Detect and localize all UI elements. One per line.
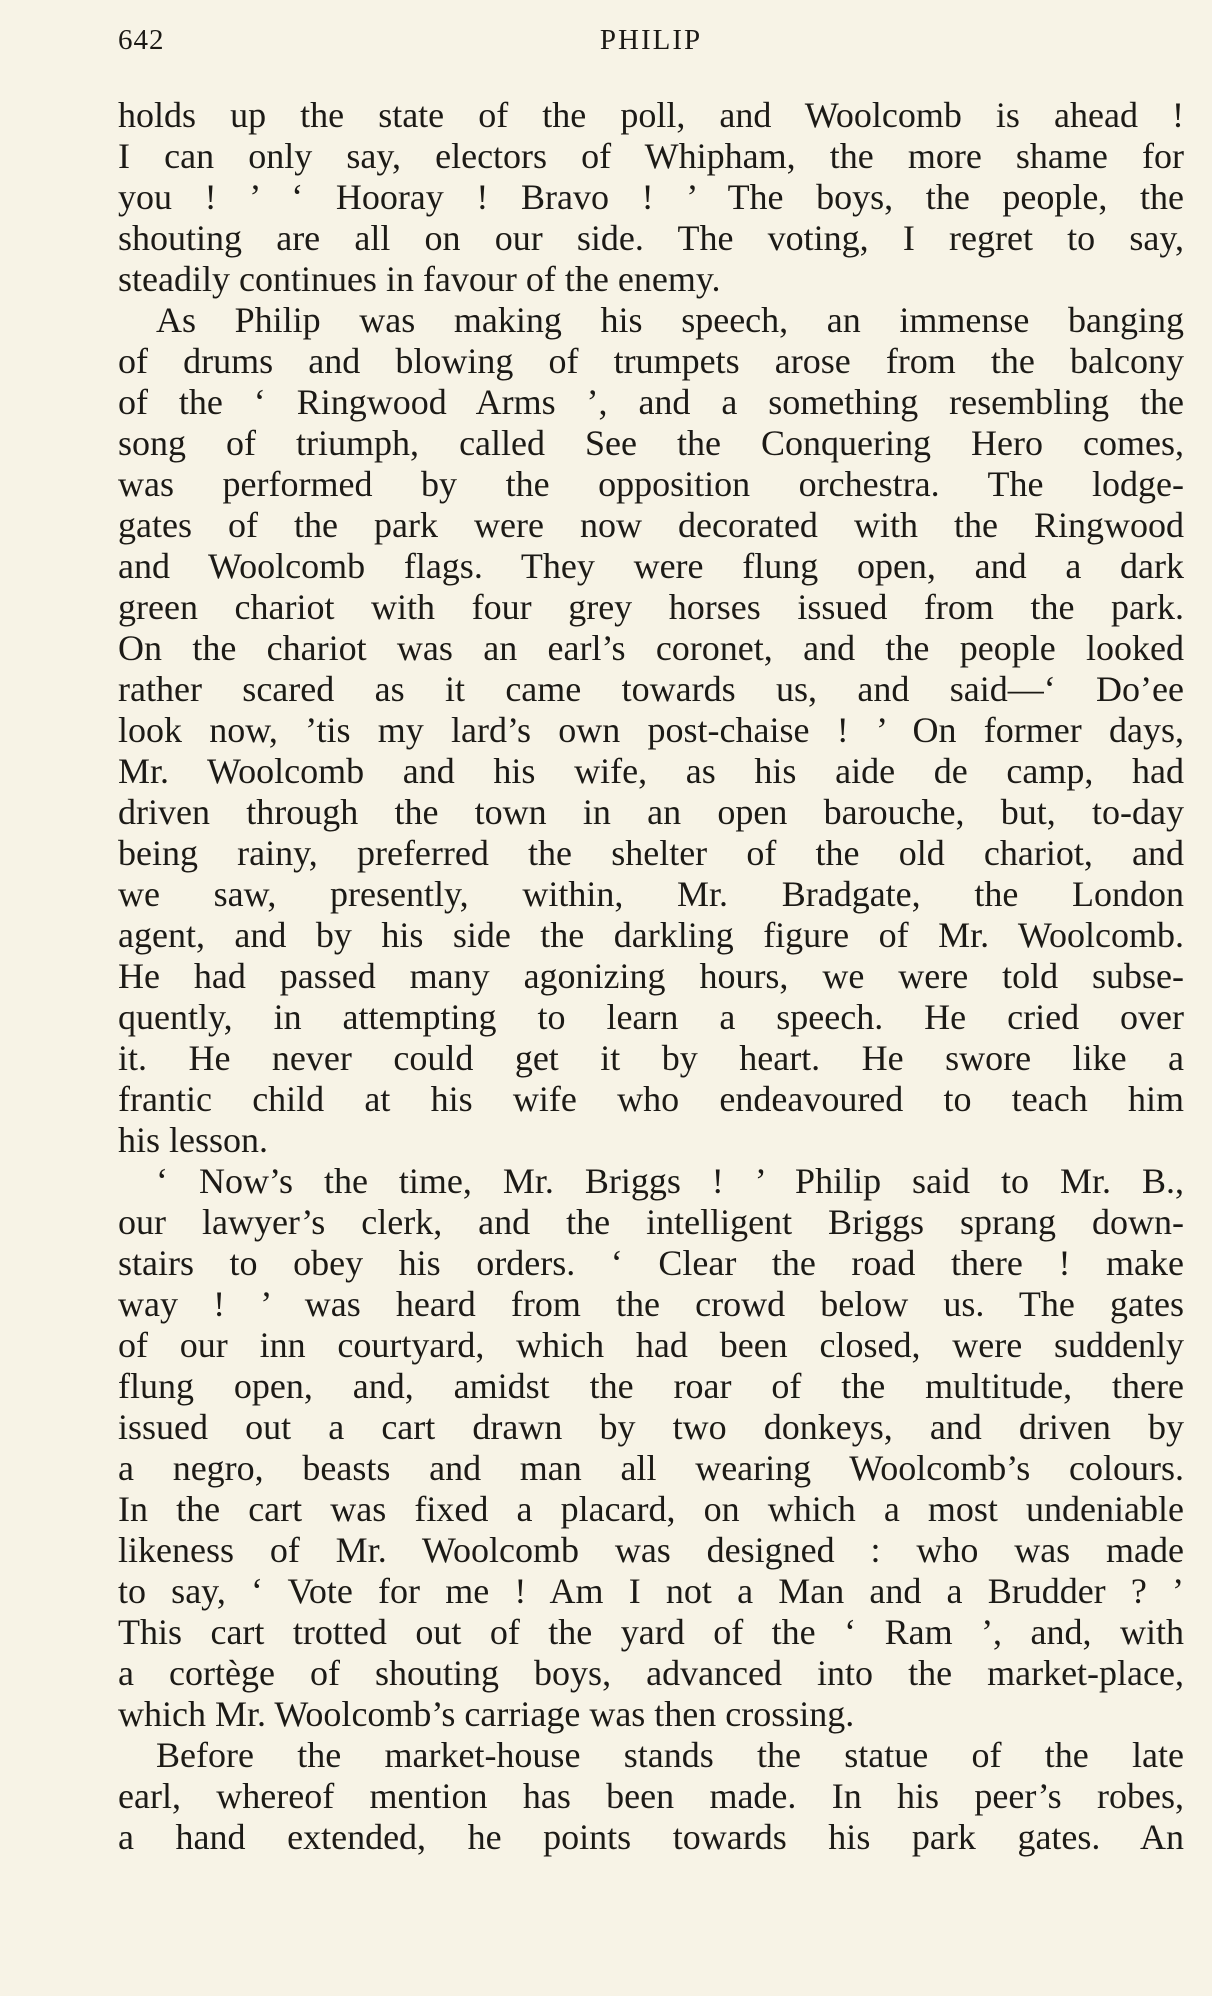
text-line: rather scared as it came towards us, and said—‘ Do’ee: [118, 669, 1184, 709]
text-line: it. He never could get it by heart. He swore like a: [118, 1038, 1184, 1078]
text-line: you ! ’ ‘ Hooray ! Bravo ! ’ The boys, the people, the: [118, 177, 1184, 217]
text-line: agent, and by his side the darkling figure of Mr. Woolcomb.: [118, 915, 1184, 955]
text-line: we saw, presently, within, Mr. Bradgate, the London: [118, 874, 1184, 914]
text-line: Mr. Woolcomb and his wife, as his aide de camp, had: [118, 751, 1184, 791]
text-line: He had passed many agonizing hours, we were told subse-: [118, 956, 1184, 996]
text-line: was performed by the opposition orchestra. The lodge-: [118, 464, 1184, 504]
text-line: of the ‘ Ringwood Arms ’, and a something resembling the: [118, 382, 1184, 422]
text-line: a negro, beasts and man all wearing Woolcomb’s colours.: [118, 1448, 1184, 1488]
text-line: gates of the park were now decorated with the Ringwood: [118, 505, 1184, 545]
text-line: likeness of Mr. Woolcomb was designed : who was made: [118, 1530, 1184, 1570]
text-line: quently, in attempting to learn a speech. He cried over: [118, 997, 1184, 1037]
text-line: issued out a cart drawn by two donkeys, and driven by: [118, 1407, 1184, 1447]
paragraph-first-line: ‘ Now’s the time, Mr. Briggs ! ’ Philip said to Mr. B.,: [156, 1161, 1184, 1201]
text-line: which Mr. Woolcomb’s carriage was then crossing.: [118, 1694, 855, 1734]
body-text: [118, 95, 1184, 1858]
text-line: earl, whereof mention has been made. In his peer’s robes,: [118, 1776, 1184, 1816]
text-line: steadily continues in favour of the enemy.: [118, 259, 721, 299]
paragraph-first-line: Before the market-house stands the statue of the late: [156, 1735, 1184, 1775]
text-line: On the chariot was an earl’s coronet, and the people looked: [118, 628, 1184, 668]
text-line: of our inn courtyard, which had been closed, were suddenly: [118, 1325, 1184, 1365]
text-line: of drums and blowing of trumpets arose from the balcony: [118, 341, 1184, 381]
text-line: frantic child at his wife who endeavoured to teach him: [118, 1079, 1184, 1119]
text-line: a hand extended, he points towards his park gates. An: [118, 1817, 1184, 1857]
text-line: and Woolcomb flags. They were flung open, and a dark: [118, 546, 1184, 586]
paragraph-first-line: As Philip was making his speech, an immense banging: [156, 300, 1184, 340]
text-line: a cortège of shouting boys, advanced into the market-place,: [118, 1653, 1184, 1693]
text-line: song of triumph, called See the Conquering Hero comes,: [118, 423, 1184, 463]
text-line: his lesson.: [118, 1120, 269, 1160]
text-line: our lawyer’s clerk, and the intelligent Briggs sprang down-: [118, 1202, 1184, 1242]
text-line: stairs to obey his orders. ‘ Clear the road there ! make: [118, 1243, 1184, 1283]
text-line: driven through the town in an open barouche, but, to-day: [118, 792, 1184, 832]
running-title: PHILIP: [599, 24, 703, 56]
text-line: flung open, and, amidst the roar of the multitude, there: [118, 1366, 1184, 1406]
text-line: look now, ’tis my lard’s own post-chaise ! ’ On former days,: [118, 710, 1184, 750]
running-head: [118, 18, 1184, 68]
text-line: way ! ’ was heard from the crowd below us. The gates: [118, 1284, 1184, 1324]
text-line: to say, ‘ Vote for me ! Am I not a Man and a Brudder ? ’: [118, 1571, 1184, 1611]
text-line: shouting are all on our side. The voting, I regret to say,: [118, 218, 1184, 258]
text-line: green chariot with four grey horses issued from the park.: [118, 587, 1184, 627]
text-line: holds up the state of the poll, and Woolcomb is ahead !: [118, 95, 1184, 135]
text-line: This cart trotted out of the yard of the ‘ Ram ’, and, with: [118, 1612, 1184, 1652]
page-number: 642: [118, 24, 165, 56]
text-line: I can only say, electors of Whipham, the more shame for: [118, 136, 1184, 176]
text-line: being rainy, preferred the shelter of the old chariot, and: [118, 833, 1184, 873]
text-line: In the cart was fixed a placard, on which a most undeniable: [118, 1489, 1184, 1529]
